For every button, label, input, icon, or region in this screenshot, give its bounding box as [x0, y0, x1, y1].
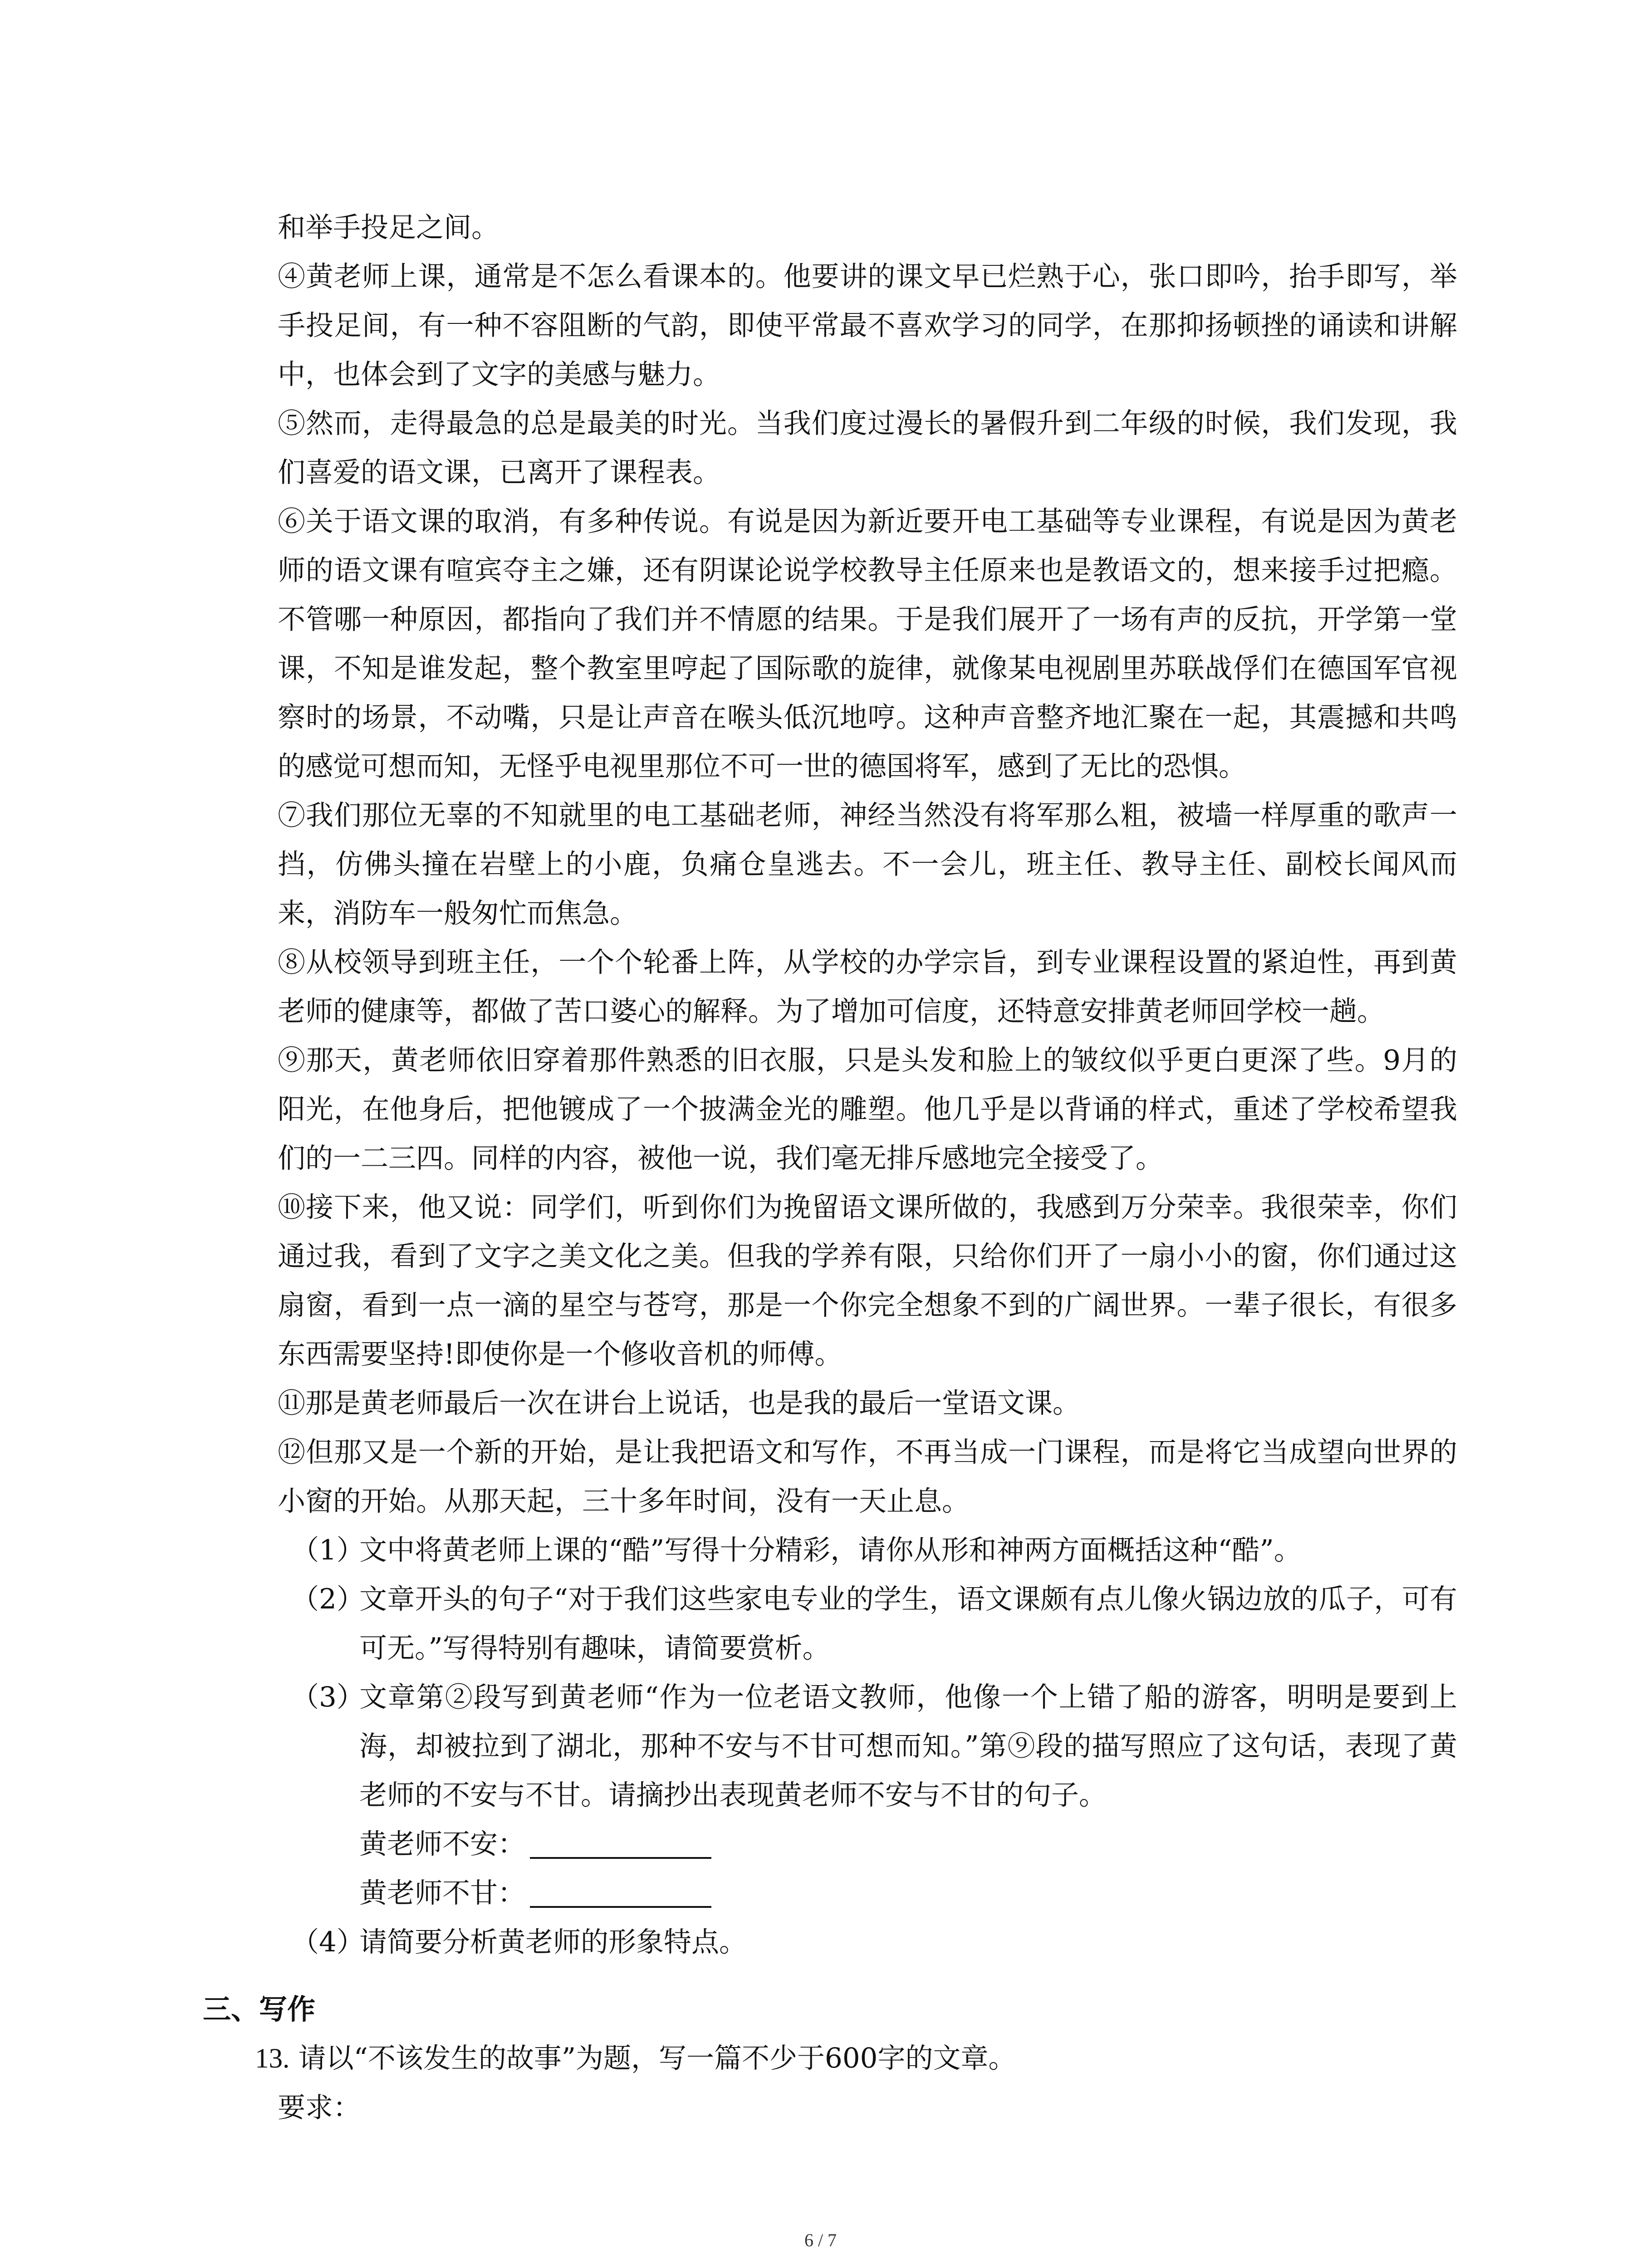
question-text: 文章第②段写到黄老师“作为一位老语文教师，他像一个上错了船的游客，明明是要到上海，却被拉到了湖北，那种不安与不甘可想而知。”第⑨段的描写照应了这句话，表现了黄老师的不安与不甘。请摘抄出表现黄老师不安与不甘的句子。	[359, 1681, 1457, 1811]
answer-blank-unwilling	[278, 1869, 1457, 1918]
requirement-label: 要求：	[278, 2092, 361, 2124]
paragraph-12: ⑫但那又是一个新的开始，是让我把语文和写作，不再当成一门课程，而是将它当成望向世界的小窗的开始。从那天起，三十多年时间，没有一天止息。	[278, 1436, 1457, 1517]
writing-task	[255, 2034, 1457, 2083]
question-3	[278, 1673, 1457, 1820]
question-number: （4）	[291, 1926, 364, 1958]
task-text: 请以“不该发生的故事”为题，写一篇不少于600字的文章。	[298, 2042, 1016, 2074]
question-number: （3）	[291, 1681, 364, 1713]
paragraph-9: ⑨那天，黄老师依旧穿着那件熟悉的旧衣服，只是头发和脸上的皱纹似乎更白更深了些。9月的阳光，在他身后，把他镀成了一个披满金光的雕塑。他几乎是以背诵的样式，重述了学校希望我们的一二三四。同样的内容，被他一说，我们毫无排斥感地完全接受了。	[278, 1044, 1457, 1174]
paragraph-6: ⑥关于语文课的取消，有多种传说。有说是因为新近要开电工基础等专业课程，有说是因为黄老师的语文课有喧宾夺主之嫌，还有阴谋论说学校教导主任原来也是教语文的，想来接手过把瘾。不管哪一种原因，都指向了我们并不情愿的结果。于是我们展开了一场有声的反抗，开学第一堂课，不知是谁发起，整个教室里哼起了国际歌的旋律，就像某电视剧里苏联战俘们在德国军官视察时的场景，不动嘴，只是让声音在喉头低沉地哼。这种声音整齐地汇聚在一起，其震撼和共鸣的感觉可想而知，无怪乎电视里那位不可一世的德国将军，感到了无比的恐惧。	[278, 505, 1457, 782]
answer-blank-anxious	[278, 1820, 1457, 1869]
paragraph-4: ④黄老师上课，通常是不怎么看课本的。他要讲的课文早已烂熟于心，张口即吟，抬手即写，举手投足间，有一种不容阻断的气韵，即使平常最不喜欢学习的同学，在那抑扬顿挫的诵读和讲解中，也体会到了文字的美感与魅力。	[278, 260, 1457, 391]
question-1	[278, 1526, 1457, 1575]
question-text: 文中将黄老师上课的“酷”写得十分精彩，请你从形和神两方面概括这种“酷”。	[359, 1534, 1302, 1566]
paragraph-10: ⑩接下来，他又说：同学们，听到你们为挽留语文课所做的，我感到万分荣幸。我很荣幸，你们通过我，看到了文字之美文化之美。但我的学养有限，只给你们开了一扇小小的窗，你们通过这扇窗，看到一点一滴的星空与苍穹，那是一个你完全想象不到的广阔世界。一辈子很长，有很多东西需要坚持!即使你是一个修收音机的师傅。	[278, 1191, 1457, 1370]
page-number: 6 / 7	[804, 2230, 837, 2250]
section-title-writing: 三、写作	[203, 1993, 316, 2026]
paragraph-5: ⑤然而，走得最急的总是最美的时光。当我们度过漫长的暑假升到二年级的时候，我们发现，我们喜爱的语文课，已离开了课程表。	[278, 407, 1457, 489]
blank-label: 黄老师不安：	[359, 1828, 526, 1860]
question-2	[278, 1575, 1457, 1673]
paragraph-8: ⑧从校领导到班主任，一个个轮番上阵，从学校的办学宗旨，到专业课程设置的紧迫性，再到黄老师的健康等，都做了苦口婆心的解释。为了增加可信度，还特意安排黄老师回学校一趟。	[278, 946, 1457, 1027]
question-number: （1）	[291, 1534, 364, 1566]
question-number: （2）	[291, 1583, 364, 1615]
task-number: 13.	[255, 2043, 290, 2074]
paragraph-3-tail: 和举手投足之间。	[278, 211, 500, 244]
answer-underline[interactable]	[530, 1874, 711, 1908]
paragraph-11: ⑪那是黄老师最后一次在讲台上说话，也是我的最后一堂语文课。	[278, 1387, 1081, 1419]
answer-underline[interactable]	[530, 1825, 711, 1859]
question-text: 请简要分析黄老师的形象特点。	[359, 1926, 747, 1958]
question-4	[278, 1918, 1457, 1967]
content-area	[203, 203, 1457, 2132]
paragraph-7: ⑦我们那位无辜的不知就里的电工基础老师，神经当然没有将军那么粗，被墙一样厚重的歌声一挡，仿佛头撞在岩壁上的小鹿，负痛仓皇逃去。不一会儿，班主任、教导主任、副校长闻风而来，消防车一般匆忙而焦急。	[278, 799, 1457, 929]
blank-label: 黄老师不甘：	[359, 1877, 526, 1909]
question-text: 文章开头的句子“对于我们这些家电专业的学生，语文课颇有点儿像火锅边放的瓜子，可有可无。”写得特别有趣味，请简要赏析。	[359, 1583, 1457, 1664]
